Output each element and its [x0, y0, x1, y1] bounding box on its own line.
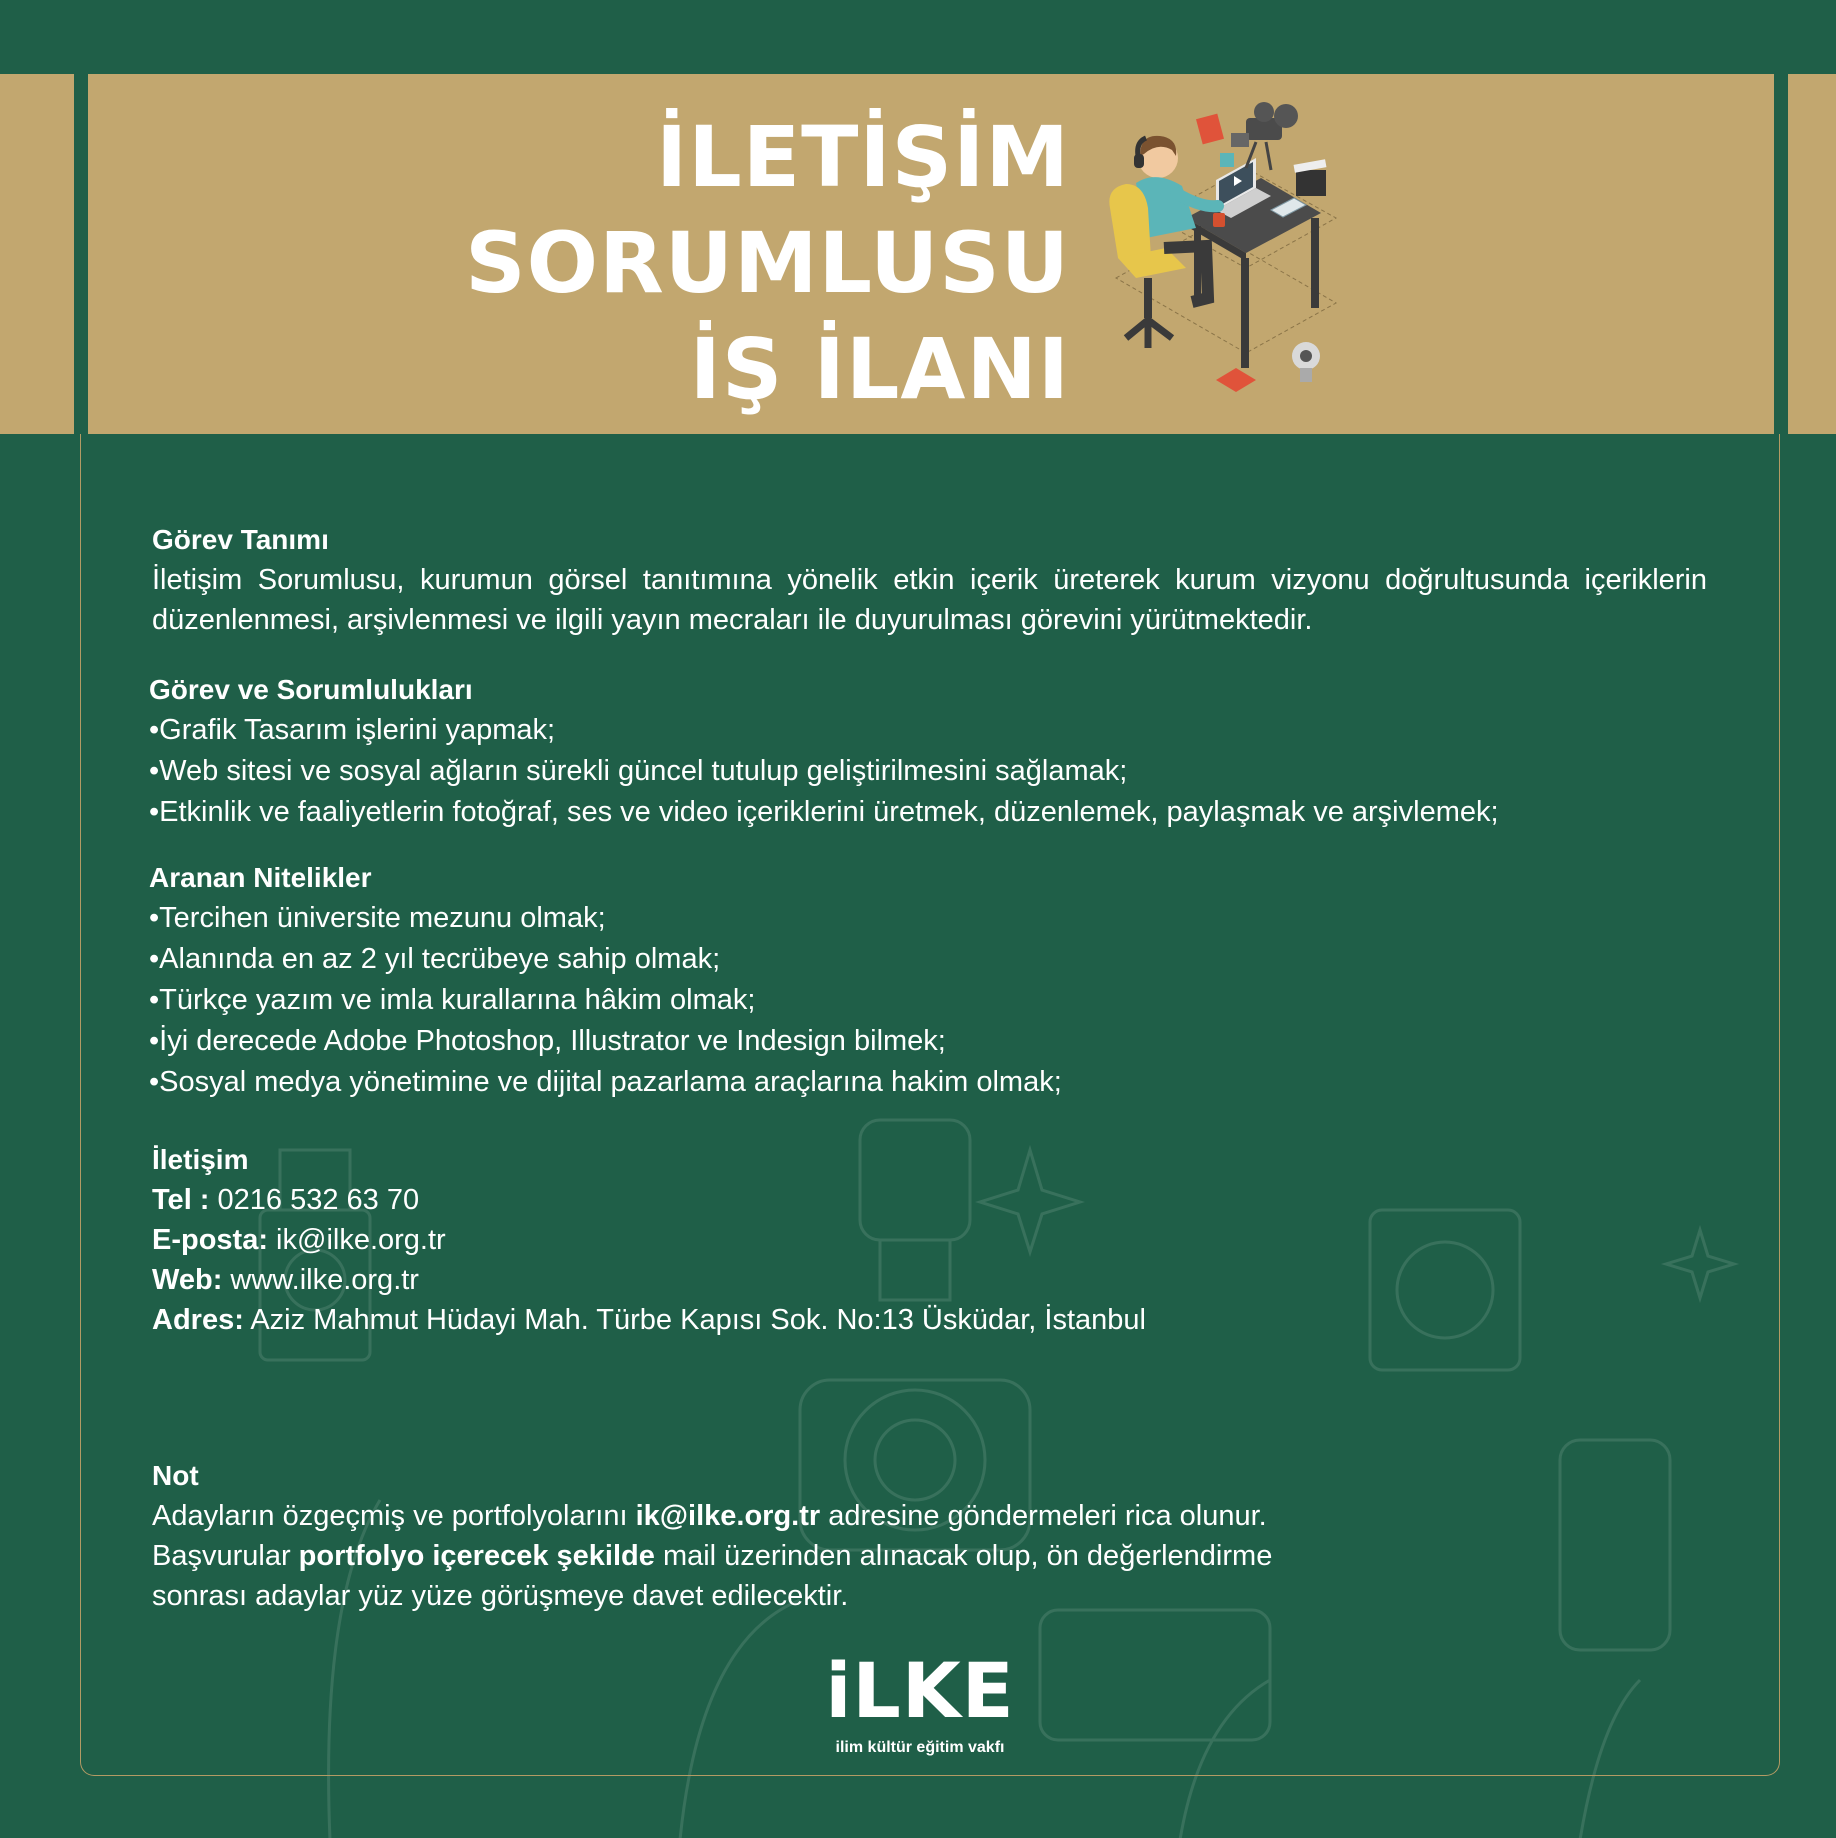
- section-responsibilities: [149, 670, 1749, 833]
- note-text: adresine göndermeleri rica olunur.: [820, 1500, 1267, 1532]
- list-item: •Sosyal medya yönetimine ve dijital pazarlama araçlarına hakim olmak;: [149, 1066, 1062, 1098]
- list-item: •Web sitesi ve sosyal ağların sürekli güncel tutulup geliştirilmesini sağlamak;: [149, 755, 1128, 787]
- section-heading: Görev ve Sorumlulukları: [149, 674, 473, 705]
- logo-tagline: ilim kültür eğitim vakfı: [835, 1739, 1005, 1756]
- phone-number[interactable]: 0216 532 63 70: [209, 1184, 420, 1216]
- contact-label: E-posta:: [152, 1224, 268, 1256]
- title-line: SORUMLUSU: [465, 214, 1070, 312]
- list-item: •Alanında en az 2 yıl tecrübeye sahip olmak;: [149, 943, 721, 975]
- logo-wordmark: iLKE: [825, 1646, 1015, 1735]
- clapperboard-icon: [1294, 159, 1327, 196]
- section-contact: [152, 1140, 1752, 1340]
- note-text: Adayların özgeçmiş ve portfolyolarını: [152, 1500, 636, 1532]
- contact-email: [152, 1220, 1752, 1260]
- note-line: [152, 1536, 1452, 1576]
- person-at-desk-illustration: [1096, 98, 1348, 398]
- contact-web: [152, 1260, 1752, 1300]
- list-item: •Etkinlik ve faaliyetlerin fotoğraf, ses ve video içeriklerini üretmek, düzenlemek, paylaşmak ve arşivlemek;: [149, 796, 1499, 828]
- section-job-description: [152, 520, 1707, 640]
- list-item: •Tercihen üniversite mezunu olmak;: [149, 902, 606, 934]
- contact-label: Web:: [152, 1264, 223, 1296]
- note-text: mail üzerinden alınacak olup, ön değerlendirme: [654, 1540, 1273, 1572]
- section-heading: Not: [152, 1460, 199, 1491]
- email-link[interactable]: ik@ilke.org.tr: [268, 1224, 446, 1256]
- header-band-left: [0, 74, 74, 434]
- job-description-text: İletişim Sorumlusu, kurumun görsel tanıtımına yönelik etkin içerik üreterek kurum vizyonu doğrultusunda içeriklerin düzenlenmesi, arşivlenmesi ve ilgili yayın mecraları ile duyurulması görevini yürütmektedir.: [152, 564, 1707, 636]
- section-heading: İletişim: [152, 1144, 249, 1175]
- camera-icon: [1231, 102, 1298, 170]
- webcam-icon: [1292, 342, 1320, 382]
- contact-address: [152, 1300, 1752, 1340]
- section-note: [152, 1456, 1452, 1616]
- section-heading: Görev Tanımı: [152, 524, 329, 555]
- title-line: İŞ İLANI: [689, 320, 1070, 418]
- list-item: •Türkçe yazım ve imla kurallarına hâkim olmak;: [149, 984, 756, 1016]
- contact-phone: [152, 1180, 1752, 1220]
- contact-label: Tel :: [152, 1184, 210, 1216]
- web-link[interactable]: www.ilke.org.tr: [222, 1264, 419, 1296]
- page-title: [370, 104, 1070, 422]
- contact-label: Adres:: [152, 1304, 244, 1336]
- note-line: [152, 1496, 1452, 1536]
- header-band-right: [1788, 74, 1836, 434]
- list-item: •İyi derecede Adobe Photoshop, Illustrator ve Indesign bilmek;: [149, 1025, 946, 1057]
- note-emphasis: portfolyo içerecek şekilde: [298, 1540, 655, 1572]
- ilke-logo: [810, 1646, 1030, 1766]
- list-item: •Grafik Tasarım işlerini yapmak;: [149, 714, 556, 746]
- section-qualifications: [149, 858, 1749, 1103]
- title-line: İLETİŞİM: [655, 108, 1070, 206]
- section-heading: Aranan Nitelikler: [149, 862, 372, 893]
- email-link[interactable]: ik@ilke.org.tr: [635, 1500, 821, 1532]
- note-line: sonrası adaylar yüz yüze görüşmeye davet edilecektir.: [152, 1580, 849, 1612]
- address-text: Aziz Mahmut Hüdayi Mah. Türbe Kapısı Sok. No:13 Üsküdar, İstanbul: [243, 1304, 1146, 1336]
- note-text: Başvurular: [152, 1540, 299, 1572]
